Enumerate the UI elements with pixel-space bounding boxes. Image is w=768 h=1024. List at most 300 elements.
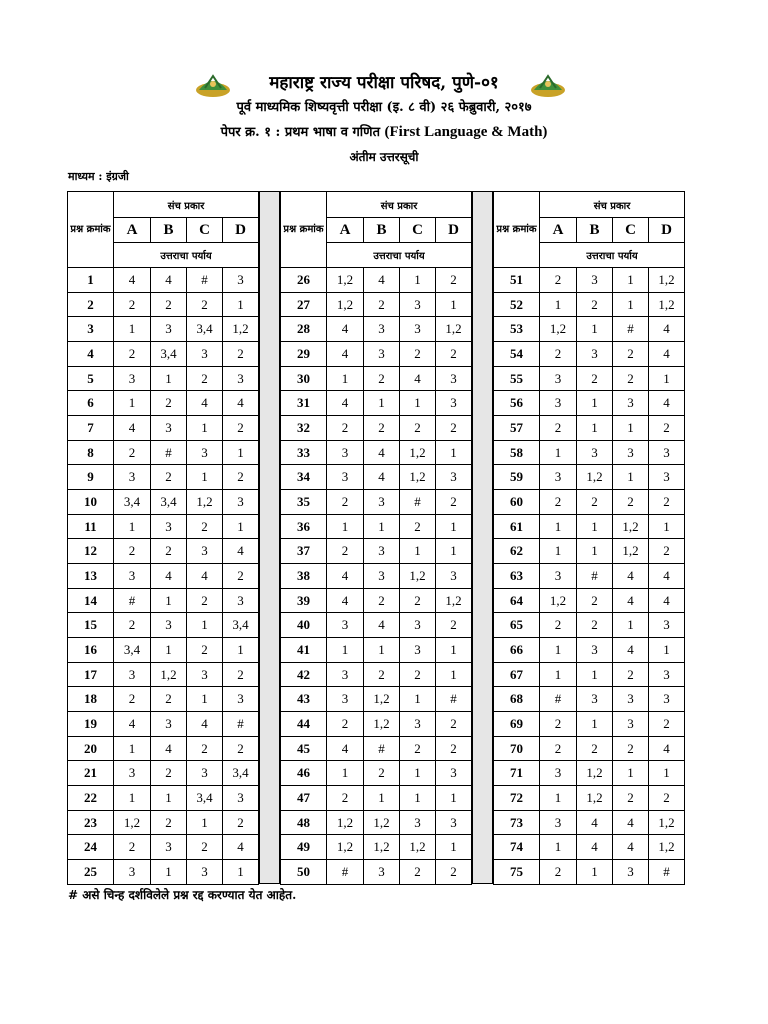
answer-cell: 1 xyxy=(327,514,364,539)
answer-cell: 3 xyxy=(400,810,436,835)
table-row xyxy=(281,613,472,638)
answer-cell: 2 xyxy=(649,712,685,737)
table-row xyxy=(68,662,259,687)
question-number: 64 xyxy=(494,588,540,613)
table-row xyxy=(281,514,472,539)
answer-cell: 2 xyxy=(151,391,187,416)
answer-cell: 1,2 xyxy=(223,317,259,342)
answer-cell: 1 xyxy=(649,761,685,786)
answer-cell: 3 xyxy=(223,588,259,613)
column-separator xyxy=(472,191,493,884)
answer-cell: 2 xyxy=(364,416,400,441)
table-row xyxy=(68,761,259,786)
answer-cell: 2 xyxy=(223,810,259,835)
table-row xyxy=(281,465,472,490)
table-row xyxy=(68,317,259,342)
answer-cell: # xyxy=(436,687,472,712)
answer-cell: 2 xyxy=(540,416,577,441)
answer-cell: 4 xyxy=(613,588,649,613)
answer-cell: 4 xyxy=(114,416,151,441)
answer-cell: 3 xyxy=(327,465,364,490)
answer-cell: 4 xyxy=(327,588,364,613)
answer-cell: 4 xyxy=(649,736,685,761)
answer-cell: 2 xyxy=(223,416,259,441)
answer-cell: 3 xyxy=(151,835,187,860)
answer-cell: 1 xyxy=(187,613,223,638)
answer-cell: 1,2 xyxy=(540,317,577,342)
answer-cell: 3 xyxy=(327,440,364,465)
answer-cell: 1 xyxy=(364,514,400,539)
answer-cell: 2 xyxy=(187,292,223,317)
answer-cell: 4 xyxy=(151,736,187,761)
answer-cell: 3 xyxy=(187,539,223,564)
answer-cell: 3 xyxy=(613,391,649,416)
question-number: 46 xyxy=(281,761,327,786)
question-number: 15 xyxy=(68,613,114,638)
answer-cell: 3 xyxy=(577,268,613,293)
answer-cell: 1 xyxy=(540,514,577,539)
answer-cell: 1 xyxy=(114,786,151,811)
answer-cell: 1,2 xyxy=(613,514,649,539)
question-number: 52 xyxy=(494,292,540,317)
answer-cell: 3 xyxy=(151,416,187,441)
question-number: 40 xyxy=(281,613,327,638)
answer-cell: 3 xyxy=(400,292,436,317)
answer-cell: 2 xyxy=(151,687,187,712)
table-row xyxy=(281,268,472,293)
answer-cell: 3 xyxy=(364,317,400,342)
answer-cell: 1 xyxy=(187,416,223,441)
answer-cell: 3,4 xyxy=(187,786,223,811)
answer-cell: 3,4 xyxy=(114,638,151,663)
answer-cell: 1,2 xyxy=(364,835,400,860)
answer-cell: # xyxy=(114,588,151,613)
question-number: 55 xyxy=(494,366,540,391)
answer-cell: 4 xyxy=(649,342,685,367)
answer-cell: 1 xyxy=(151,588,187,613)
paper-english: (First Language & Math) xyxy=(384,124,548,140)
set-type-header: संच प्रकार xyxy=(540,192,685,218)
answer-cell: 1 xyxy=(436,440,472,465)
answer-cell: 3 xyxy=(436,465,472,490)
answer-cell: 1 xyxy=(364,638,400,663)
table-row xyxy=(494,416,685,441)
answer-cell: 3,4 xyxy=(187,317,223,342)
question-number: 10 xyxy=(68,490,114,515)
answer-cell: 1 xyxy=(577,539,613,564)
answer-cell: 3 xyxy=(223,687,259,712)
answer-cell: 1 xyxy=(400,268,436,293)
question-number: 14 xyxy=(68,588,114,613)
question-number: 58 xyxy=(494,440,540,465)
answer-cell: 4 xyxy=(187,391,223,416)
answer-cell: 2 xyxy=(540,490,577,515)
answer-cell: 4 xyxy=(613,835,649,860)
answer-cell: 2 xyxy=(151,539,187,564)
answer-cell: 2 xyxy=(327,712,364,737)
question-number: 27 xyxy=(281,292,327,317)
question-number: 6 xyxy=(68,391,114,416)
answer-cell: 3 xyxy=(577,342,613,367)
answer-cell: 1 xyxy=(400,539,436,564)
question-number: 7 xyxy=(68,416,114,441)
answer-cell: 1,2 xyxy=(327,292,364,317)
answer-cell: 3 xyxy=(223,786,259,811)
table-row xyxy=(494,736,685,761)
question-number: 5 xyxy=(68,366,114,391)
answer-cell: # xyxy=(577,564,613,589)
table-row xyxy=(281,786,472,811)
table-row xyxy=(281,712,472,737)
answer-cell: 2 xyxy=(649,539,685,564)
footnote: # असे चिन्ह दर्शविलेले प्रश्न रद्द करण्यात येत आहेत. xyxy=(68,888,297,902)
answer-cell: 1 xyxy=(187,687,223,712)
answer-cell: 3 xyxy=(223,268,259,293)
answer-cell: 3 xyxy=(400,317,436,342)
table-row xyxy=(68,810,259,835)
answer-cell: 4 xyxy=(327,342,364,367)
answer-cell: 4 xyxy=(364,440,400,465)
question-number: 62 xyxy=(494,539,540,564)
table-row xyxy=(281,366,472,391)
answer-cell: 2 xyxy=(187,736,223,761)
answer-cell: 1 xyxy=(114,514,151,539)
table-row xyxy=(68,613,259,638)
answer-cell: 4 xyxy=(327,317,364,342)
table-row xyxy=(68,539,259,564)
table-row xyxy=(494,786,685,811)
answer-cell: 2 xyxy=(400,588,436,613)
answer-cell: 3 xyxy=(540,391,577,416)
answer-cell: 3 xyxy=(114,662,151,687)
answer-cell: 1,2 xyxy=(613,539,649,564)
answer-cell: 3 xyxy=(151,613,187,638)
answer-cell: 2 xyxy=(577,366,613,391)
answer-cell: 3 xyxy=(327,662,364,687)
set-label: B xyxy=(577,218,613,243)
answer-cell: 4 xyxy=(649,391,685,416)
table-row xyxy=(68,712,259,737)
answer-cell: 1,2 xyxy=(114,810,151,835)
table-row xyxy=(68,292,259,317)
answer-cell: 1 xyxy=(577,860,613,885)
answer-cell: 4 xyxy=(223,539,259,564)
question-number: 56 xyxy=(494,391,540,416)
set-label: B xyxy=(364,218,400,243)
set-label: D xyxy=(436,218,472,243)
answer-cell: 1 xyxy=(436,539,472,564)
table-row xyxy=(68,687,259,712)
table-row xyxy=(281,391,472,416)
question-number: 17 xyxy=(68,662,114,687)
question-number: 60 xyxy=(494,490,540,515)
table-row xyxy=(68,342,259,367)
set-label: D xyxy=(223,218,259,243)
table-row xyxy=(68,416,259,441)
answer-cell: 2 xyxy=(114,440,151,465)
question-number: 72 xyxy=(494,786,540,811)
set-label: C xyxy=(613,218,649,243)
table-row xyxy=(494,638,685,663)
table-row xyxy=(68,736,259,761)
answer-cell: 3 xyxy=(540,761,577,786)
answer-cell: 3 xyxy=(436,366,472,391)
answer-cell: 1 xyxy=(540,440,577,465)
answer-cell: 2 xyxy=(114,613,151,638)
table-row xyxy=(494,588,685,613)
answer-cell: 2 xyxy=(223,662,259,687)
answer-cell: 1 xyxy=(436,514,472,539)
question-number: 29 xyxy=(281,342,327,367)
question-number: 38 xyxy=(281,564,327,589)
question-number: 63 xyxy=(494,564,540,589)
answer-cell: 3 xyxy=(649,440,685,465)
answer-cell: 2 xyxy=(114,835,151,860)
answer-cell: 1 xyxy=(327,366,364,391)
answer-cell: 1,2 xyxy=(649,292,685,317)
table-row xyxy=(494,687,685,712)
answer-cell: 1 xyxy=(436,292,472,317)
table-row xyxy=(281,761,472,786)
question-number: 51 xyxy=(494,268,540,293)
answer-cell: 3 xyxy=(364,342,400,367)
question-number: 2 xyxy=(68,292,114,317)
table-row xyxy=(494,613,685,638)
answer-cell: 2 xyxy=(540,712,577,737)
answer-table xyxy=(67,191,259,885)
answer-cell: 2 xyxy=(400,860,436,885)
answer-cell: 1,2 xyxy=(400,465,436,490)
answer-cell: 1,2 xyxy=(187,490,223,515)
table-row xyxy=(494,317,685,342)
answer-cell: 4 xyxy=(613,810,649,835)
answer-cell: 4 xyxy=(151,268,187,293)
question-number: 18 xyxy=(68,687,114,712)
question-number-header: प्रश्न क्रमांक xyxy=(68,192,114,268)
table-row xyxy=(68,391,259,416)
answer-cell: 4 xyxy=(151,564,187,589)
answer-cell: 3 xyxy=(649,613,685,638)
table-row xyxy=(68,835,259,860)
table-row xyxy=(494,712,685,737)
question-number: 47 xyxy=(281,786,327,811)
answer-cell: 2 xyxy=(223,736,259,761)
answer-cell: 3 xyxy=(649,687,685,712)
answer-cell: 4 xyxy=(577,810,613,835)
answer-cell: 4 xyxy=(364,268,400,293)
answer-cell: 3 xyxy=(187,342,223,367)
answer-cell: 1 xyxy=(436,662,472,687)
answer-cell: 2 xyxy=(114,687,151,712)
answer-cell: 3 xyxy=(151,712,187,737)
answer-cell: 2 xyxy=(151,465,187,490)
answer-cell: # xyxy=(364,736,400,761)
answer-key-tables xyxy=(67,191,689,884)
set-label: A xyxy=(540,218,577,243)
answer-cell: 3 xyxy=(649,465,685,490)
answer-options-header: उत्तराचा पर्याय xyxy=(327,243,472,268)
exam-subtitle: पूर्व माध्यमिक शिष्यवृत्ती परीक्षा (इ. ८ वी) २६ फेब्रुवारी, २०१७ xyxy=(236,100,532,115)
answer-cell: 1 xyxy=(223,860,259,885)
answer-cell: 2 xyxy=(114,539,151,564)
question-number: 36 xyxy=(281,514,327,539)
question-number: 74 xyxy=(494,835,540,860)
answer-cell: 3 xyxy=(613,860,649,885)
answer-cell: 1 xyxy=(649,366,685,391)
question-number: 34 xyxy=(281,465,327,490)
answer-cell: 2 xyxy=(613,366,649,391)
answer-cell: 1 xyxy=(613,465,649,490)
answer-cell: 3 xyxy=(649,662,685,687)
answer-cell: 1,2 xyxy=(577,465,613,490)
answer-cell: 1 xyxy=(151,638,187,663)
answer-cell: 2 xyxy=(613,736,649,761)
answer-cell: 3 xyxy=(223,490,259,515)
answer-cell: 3 xyxy=(540,366,577,391)
table-row xyxy=(494,514,685,539)
answer-cell: 1 xyxy=(540,786,577,811)
answer-cell: 4 xyxy=(613,638,649,663)
table-row xyxy=(281,342,472,367)
table-row xyxy=(494,292,685,317)
answer-cell: 1 xyxy=(223,292,259,317)
answer-cell: 1 xyxy=(540,835,577,860)
answer-cell: 3 xyxy=(364,564,400,589)
question-number: 66 xyxy=(494,638,540,663)
answer-cell: 3 xyxy=(151,514,187,539)
set-type-header: संच प्रकार xyxy=(327,192,472,218)
answer-cell: 2 xyxy=(364,761,400,786)
question-number: 13 xyxy=(68,564,114,589)
answer-cell: 3 xyxy=(436,391,472,416)
answer-cell: 2 xyxy=(649,786,685,811)
answer-cell: 4 xyxy=(613,564,649,589)
question-number: 73 xyxy=(494,810,540,835)
table-row xyxy=(68,564,259,589)
answer-cell: 1,2 xyxy=(364,687,400,712)
answer-cell: 1 xyxy=(649,638,685,663)
question-number: 1 xyxy=(68,268,114,293)
table-row xyxy=(494,810,685,835)
table-row xyxy=(68,638,259,663)
answer-cell: 4 xyxy=(364,613,400,638)
answer-cell: 4 xyxy=(187,564,223,589)
question-number: 57 xyxy=(494,416,540,441)
answer-cell: 1,2 xyxy=(400,564,436,589)
table-row xyxy=(494,342,685,367)
answer-cell: 3,4 xyxy=(114,490,151,515)
answer-cell: 2 xyxy=(364,292,400,317)
answer-cell: 4 xyxy=(327,736,364,761)
answer-cell: # xyxy=(613,317,649,342)
question-number: 53 xyxy=(494,317,540,342)
answer-cell: 1 xyxy=(613,268,649,293)
question-number: 19 xyxy=(68,712,114,737)
answer-cell: 1 xyxy=(436,638,472,663)
question-number: 50 xyxy=(281,860,327,885)
answer-cell: 3 xyxy=(114,366,151,391)
table-row xyxy=(281,638,472,663)
answer-cell: 1 xyxy=(151,860,187,885)
table-row xyxy=(281,860,472,885)
answer-cell: 3 xyxy=(151,317,187,342)
answer-cell: 1 xyxy=(187,465,223,490)
answer-cell: 3 xyxy=(327,613,364,638)
table-row xyxy=(494,391,685,416)
answer-cell: 3 xyxy=(187,860,223,885)
set-label: A xyxy=(114,218,151,243)
answer-cell: 1 xyxy=(400,391,436,416)
answer-cell: 2 xyxy=(223,342,259,367)
answer-cell: 4 xyxy=(577,835,613,860)
answer-cell: 1,2 xyxy=(400,440,436,465)
answer-cell: 1 xyxy=(540,539,577,564)
answer-cell: 1,2 xyxy=(649,835,685,860)
answer-cell: 1 xyxy=(400,687,436,712)
answer-cell: 4 xyxy=(114,268,151,293)
answer-cell: 1 xyxy=(327,761,364,786)
question-number: 4 xyxy=(68,342,114,367)
answer-cell: 2 xyxy=(436,860,472,885)
answer-cell: 1,2 xyxy=(649,268,685,293)
table-row xyxy=(281,292,472,317)
answer-cell: # xyxy=(327,860,364,885)
table-row xyxy=(68,588,259,613)
answer-cell: 1,2 xyxy=(577,786,613,811)
answer-cell: 3 xyxy=(114,564,151,589)
answer-cell: 3 xyxy=(114,465,151,490)
table-row xyxy=(494,490,685,515)
answer-cell: 3 xyxy=(187,662,223,687)
question-number: 32 xyxy=(281,416,327,441)
table-row xyxy=(68,860,259,885)
question-number: 20 xyxy=(68,736,114,761)
answer-cell: 1 xyxy=(613,292,649,317)
question-number: 24 xyxy=(68,835,114,860)
table-row xyxy=(281,564,472,589)
answer-cell: 3 xyxy=(613,687,649,712)
question-number: 31 xyxy=(281,391,327,416)
table-row xyxy=(68,786,259,811)
answer-cell: 3 xyxy=(187,761,223,786)
answer-cell: 1 xyxy=(400,761,436,786)
answer-cell: 2 xyxy=(400,514,436,539)
question-number: 45 xyxy=(281,736,327,761)
answer-cell: 1 xyxy=(114,391,151,416)
answer-cell: 2 xyxy=(540,860,577,885)
answer-table xyxy=(493,191,685,885)
question-number: 44 xyxy=(281,712,327,737)
question-number: 65 xyxy=(494,613,540,638)
answer-cell: 3,4 xyxy=(223,761,259,786)
answer-cell: 4 xyxy=(649,588,685,613)
question-number: 35 xyxy=(281,490,327,515)
table-row xyxy=(68,490,259,515)
table-row xyxy=(68,268,259,293)
answer-cell: 2 xyxy=(613,662,649,687)
answer-cell: 4 xyxy=(400,366,436,391)
question-number: 67 xyxy=(494,662,540,687)
answer-cell: 2 xyxy=(187,638,223,663)
medium-label: माध्यम : इंग्रजी xyxy=(68,170,129,183)
table-row xyxy=(281,810,472,835)
answer-cell: 2 xyxy=(223,564,259,589)
answer-cell: 2 xyxy=(151,810,187,835)
answer-cell: 1 xyxy=(114,317,151,342)
answer-cell: 1,2 xyxy=(540,588,577,613)
page-title: महाराष्ट्र राज्य परीक्षा परिषद, पुणे-०१ xyxy=(269,73,499,93)
answer-cell: # xyxy=(223,712,259,737)
